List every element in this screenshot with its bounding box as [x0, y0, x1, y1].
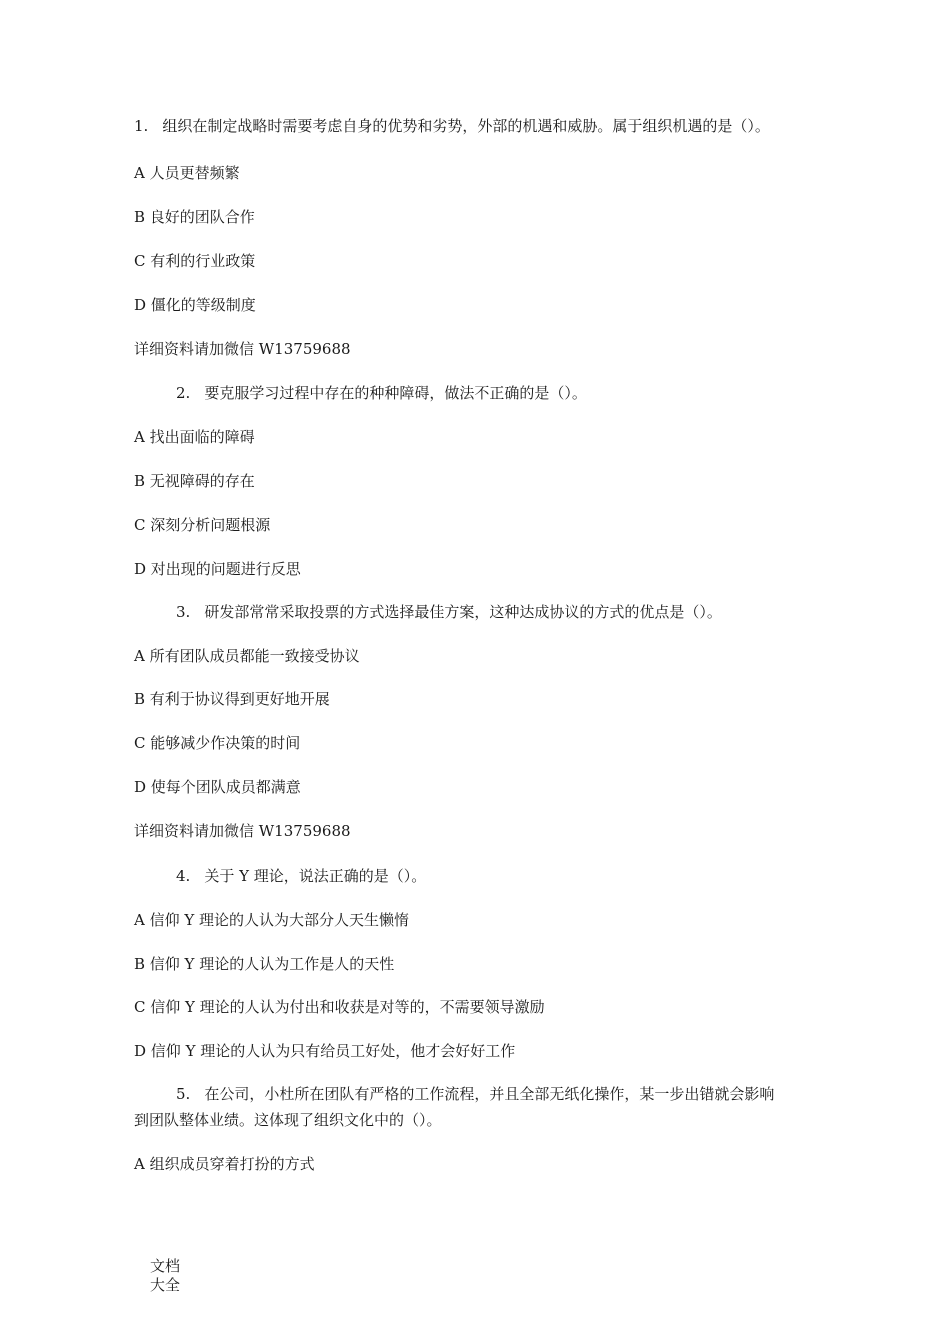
footer-line-1: 文档 — [150, 1257, 181, 1275]
contact-note: 详细资料请加微信 W13759688 — [134, 340, 351, 358]
option-b: B 信仰 Y 理论的人认为工作是人的天性 — [134, 955, 395, 973]
question-text: 组织在制定战略时需要考虑自身的优势和劣势，外部的机遇和威胁。属于组织机遇的是（）。 — [162, 117, 770, 135]
question-number: 4. — [176, 867, 191, 885]
question-1 — [134, 116, 770, 136]
option-c: C 能够减少作决策的时间 — [134, 734, 301, 752]
option-a: A 组织成员穿着打扮的方式 — [134, 1155, 315, 1173]
option-b: B 无视障碍的存在 — [134, 472, 255, 490]
question-number: 5. — [176, 1085, 191, 1103]
option-d: D 信仰 Y 理论的人认为只有给员工好处，他才会好好工作 — [134, 1042, 516, 1060]
question-text-continued: 到团队整体业绩。这体现了组织文化中的（）。 — [134, 1111, 442, 1129]
option-d: D 对出现的问题进行反思 — [134, 560, 301, 578]
option-d: D 使每个团队成员都满意 — [134, 778, 301, 796]
option-c: C 有利的行业政策 — [134, 252, 256, 270]
question-text: 关于 Y 理论，说法正确的是（）。 — [204, 867, 427, 885]
question-number: 2. — [176, 384, 191, 402]
question-4 — [176, 866, 426, 886]
question-number: 1. — [134, 117, 149, 135]
option-a: A 人员更替频繁 — [134, 164, 240, 182]
option-a: A 所有团队成员都能一致接受协议 — [134, 647, 360, 665]
contact-note: 详细资料请加微信 W13759688 — [134, 822, 351, 840]
option-b: B 有利于协议得到更好地开展 — [134, 690, 330, 708]
option-c: C 深刻分析问题根源 — [134, 516, 271, 534]
question-2 — [176, 383, 587, 403]
question-5 — [176, 1084, 774, 1104]
option-a: A 找出面临的障碍 — [134, 428, 255, 446]
question-text: 要克服学习过程中存在的种种障碍，做法不正确的是（）。 — [204, 384, 587, 402]
option-c: C 信仰 Y 理论的人认为付出和收获是对等的，不需要领导激励 — [134, 998, 545, 1016]
page-footer — [150, 1257, 180, 1295]
question-3 — [176, 602, 722, 622]
option-a: A 信仰 Y 理论的人认为大部分人天生懒惰 — [134, 911, 410, 929]
question-text: 研发部常常采取投票的方式选择最佳方案，这种达成协议的方式的优点是（）。 — [204, 603, 722, 621]
question-text: 在公司，小杜所在团队有严格的工作流程，并且全部无纸化操作，某一步出错就会影响 — [204, 1085, 775, 1103]
option-b: B 良好的团队合作 — [134, 208, 255, 226]
question-number: 3. — [176, 603, 191, 621]
footer-line-2: 大全 — [150, 1276, 181, 1294]
option-d: D 僵化的等级制度 — [134, 296, 256, 314]
